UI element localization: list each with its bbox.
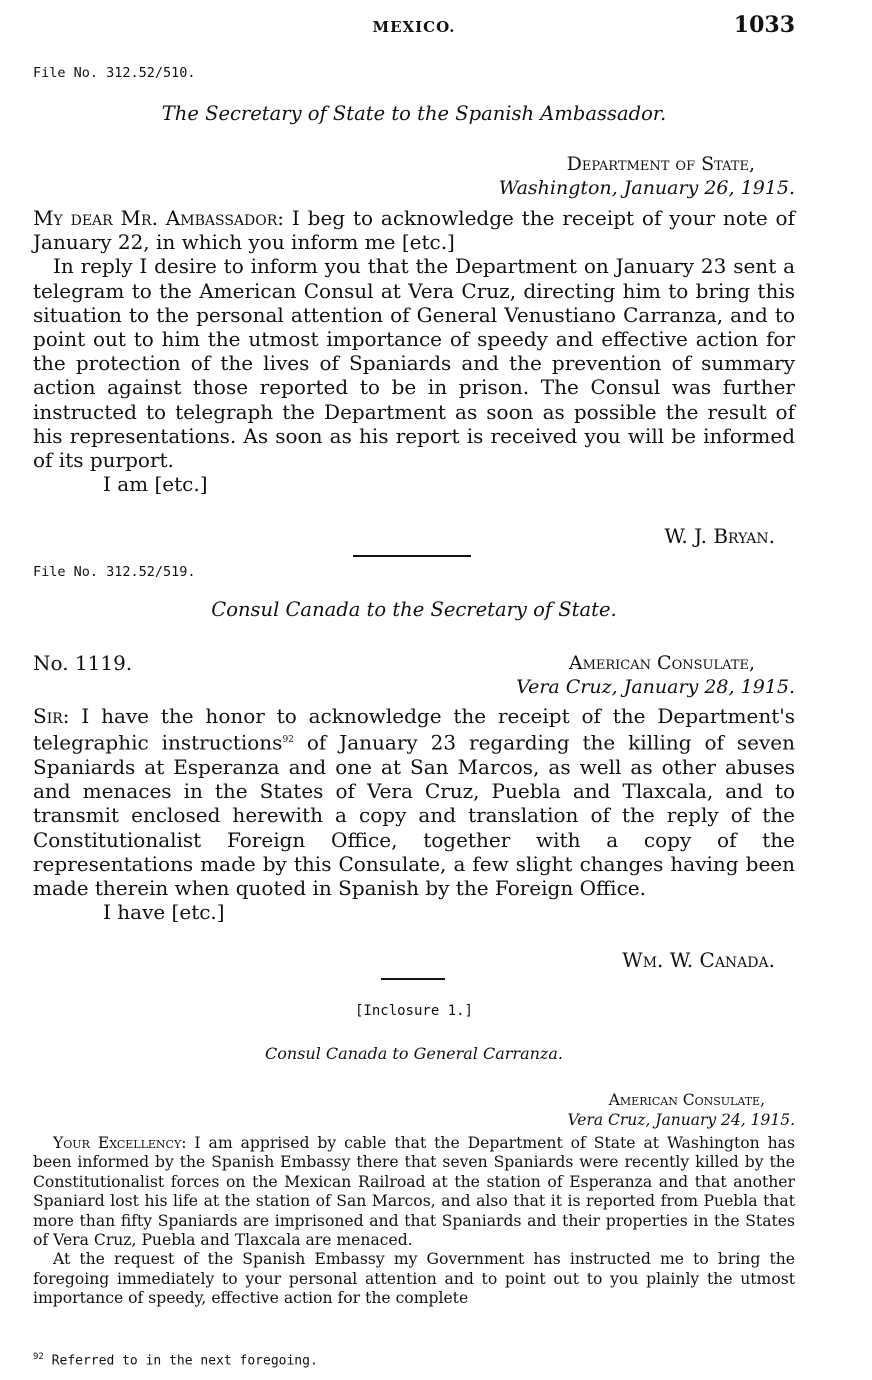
paragraph — [33, 704, 795, 900]
paragraph-text: I beg to acknowledge the receipt of your note of January 22, in which you inform me [etc.] — [33, 206, 795, 255]
letter-body — [33, 704, 795, 924]
signature: W. J. Bryan. — [664, 524, 775, 548]
file-number: File No. 312.52/510. — [33, 65, 196, 81]
salutation: Sir: — [33, 704, 70, 728]
footnote-number: 92 — [33, 1352, 44, 1362]
letter-title: Consul Canada to the Secretary of State. — [211, 598, 617, 621]
address-date: Vera Cruz, January 24, 1915. — [567, 1111, 795, 1129]
paragraph-text: of January 23 regarding the killing of seven Spaniards at Esperanza and one at San Marcos, as well as other abuses and menaces in the States of Vera Cruz, Puebla and Tlaxcala, and to transmit enclosed herewith a copy and translation of the reply of the Constitutionalist Foreign Office, together with a copy of the representations made by this Consulate, a few slight changes having been made therein when quoted in Spanish by the Foreign Office. — [33, 730, 795, 901]
inclosure-title: Consul Canada to General Carranza. — [265, 1044, 563, 1063]
footnote-text: Referred to in the next foregoing. — [43, 1353, 318, 1369]
paragraph: At the request of the Spanish Embassy my Government has instructed me to bring the foregoing immediately to your personal attention and to point out to you plainly the utmost importance of speedy, effective action for the complete — [33, 1250, 795, 1308]
letter-body — [33, 206, 795, 496]
divider — [33, 555, 795, 557]
letter-address — [33, 651, 795, 699]
inclosure-address — [33, 1090, 795, 1130]
address-date: Washington, January 26, 1915. — [498, 177, 795, 199]
salutation: Your Excellency: — [53, 1134, 187, 1152]
file-number: File No. 312.52/519. — [33, 564, 196, 580]
address-line: Department of State, — [566, 153, 755, 175]
inclosure-body — [33, 1134, 795, 1309]
letter-number: No. 1119. — [33, 651, 133, 675]
letter-title: The Secretary of State to the Spanish Ambassador. — [161, 102, 667, 125]
footnote-reference: 92 — [282, 735, 294, 746]
divider — [33, 978, 795, 980]
paragraph — [33, 1134, 795, 1250]
paragraph-text: I am apprised by cable that the Department of State at Washington has been informed by the Spanish Embassy there that seven Spaniards were recently killed by the Constitutionalist forces on the Mexican Railroad at the station of Esperanza and that another Spaniard lost his life at the station of San Marcos, and also that it is reported from Puebla that more than fifty Spaniards are imprisoned and that Spaniards and their properties in the States of Vera Cruz, Puebla and Tlaxcala are menaced. — [33, 1134, 795, 1250]
closing: I am [etc.] — [103, 472, 208, 497]
page-number: 1033 — [733, 12, 795, 38]
inclosure-label: [Inclosure 1.] — [354, 1003, 473, 1019]
footnote — [33, 1352, 318, 1368]
page-header — [33, 12, 795, 42]
closing: I have [etc.] — [103, 900, 225, 925]
address-line: American Consulate, — [568, 652, 755, 674]
address-line: American Consulate, — [608, 1091, 765, 1109]
paragraph-text: I have the honor to acknowledge the receipt of the Department's telegraphic instructions — [33, 704, 795, 755]
signature: Wm. W. Canada. — [622, 948, 775, 972]
salutation: My dear Mr. Ambassador: — [33, 206, 285, 230]
running-title: MEXICO. — [372, 18, 456, 36]
address-date: Vera Cruz, January 28, 1915. — [516, 676, 795, 698]
paragraph — [33, 206, 795, 254]
paragraph: In reply I desire to inform you that the Department on January 23 sent a telegram to the American Consul at Vera Cruz, directing him to bring this situation to the personal attention of General Venustiano Carranza, and to point out to him the utmost importance of speedy and effective action for the protection of the lives of Spaniards and the prevention of summary action against those reported to be in prison. The Consul was further instructed to telegraph the Department as soon as possible the result of his representations. As soon as his report is received you will be informed of its purport. — [33, 254, 795, 473]
letter-address — [33, 152, 795, 200]
